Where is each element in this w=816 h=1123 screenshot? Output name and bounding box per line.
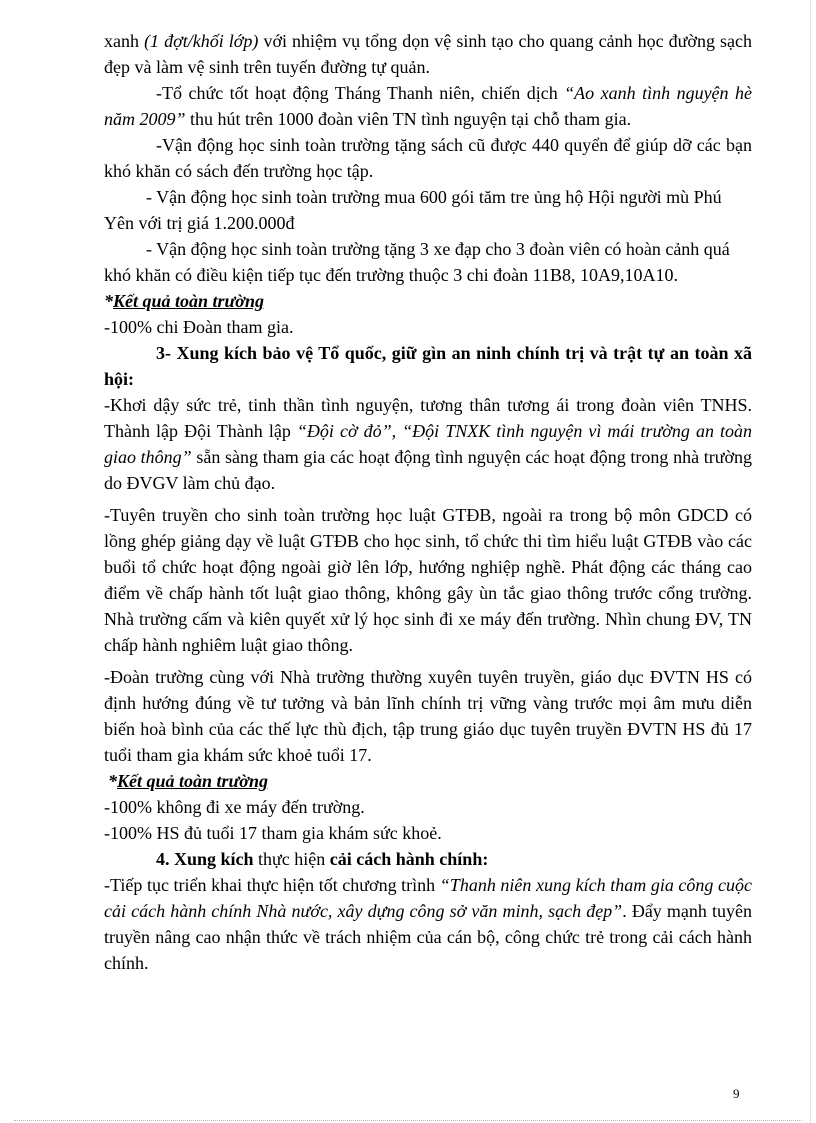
section-heading-3: 3- Xung kích bảo vệ Tổ quốc, giữ gìn an ninh chính trị và trật tự an toàn xã hội: xyxy=(104,343,752,389)
page-edge-guide xyxy=(810,0,811,1123)
page-number: 9 xyxy=(733,1086,740,1101)
footer-divider xyxy=(14,1120,802,1121)
paragraph-youth-month: -Tổ chức tốt hoạt động Tháng Thanh niên, chiến dịch “Ao xanh tình nguyện hè năm 2009” thu hút trên 1000 đoàn viên TN tình nguyện tại chỗ tham gia. xyxy=(104,83,753,129)
paragraph-cleanup-campaign: xanh (1 đợt/khối lớp) với nhiệm vụ tổng dọn vệ sinh tạo cho quang cảnh học đường sạch đẹp và làm vệ sinh trên tuyến đường tự quản. xyxy=(104,31,752,77)
paragraph-admin-reform: -Tiếp tục triển khai thực hiện tốt chương trình “Thanh niên xung kích tham gia công cuộc cải cách hành chính Nhà nước, xây dựng công sở văn minh, sạch đẹp”. Đẩy mạnh tuyên truyền nâng cao nhận thức về trách nhiệm của cán bộ, công chức trẻ trong cải cách hành chính. xyxy=(104,875,753,973)
result-heading-2: *Kết quả toàn trường xyxy=(108,771,268,791)
result-line-2a: -100% không đi xe máy đến trường. xyxy=(104,797,365,817)
result-line-1: -100% chi Đoàn tham gia. xyxy=(104,317,294,337)
paragraph-traffic-law: -Tuyên truyền cho sinh toàn trường học luật GTĐB, ngoài ra trong bộ môn GDCD có lồng ghép giảng dạy về luật GTĐB cho học sinh, tổ chức thi tìm hiểu luật GTĐB vào các buổi tổ chức hoạt động ngoài giờ lên lớp, hướng nghiệp nghề. Phát động các tháng cao điểm về chấp hành tốt luật giao thông, không gây ùn tắc giao thông trước cổng trường. Nhà trường cấm và kiên quyết xử lý học sinh đi xe máy đến trường. Nhìn chung ĐV, TN chấp hành nghiêm luật giao thông. xyxy=(104,505,752,655)
paragraph-political-education: -Đoàn trường cùng với Nhà trường thường xuyên tuyên truyền, giáo dục ĐVTN HS có định hướng đúng về tư tưởng và bản lĩnh chính trị vững vàng trước mọi âm mưu diễn biến hoà bình của các thế lực thù địch, tập trung giáo dục tuyên truyền ĐVTN HS đủ 17 tuổi tham gia khám sức khoẻ tuổi 17. xyxy=(104,667,752,765)
result-line-2b: -100% HS đủ tuổi 17 tham gia khám sức khoẻ. xyxy=(104,823,442,843)
paragraph-book-donation: -Vận động học sinh toàn trường tặng sách cũ được 440 quyển để giúp dỡ các bạn khó khăn có sách đến trường học tập. xyxy=(104,135,752,181)
result-heading-1: *Kết quả toàn trường xyxy=(104,291,264,311)
paragraph-bicycle-donation: - Vận động học sinh toàn trường tặng 3 xe đạp cho 3 đoàn viên có hoàn cảnh quá khó khăn có điều kiện tiếp tục đến trường thuộc 3 chi đoàn 11B8, 10A9,10A10. xyxy=(104,239,730,285)
section-heading-4: 4. Xung kích thực hiện cải cách hành chính: xyxy=(156,849,489,869)
paragraph-volunteer-spirit: -Khơi dậy sức trẻ, tinh thần tình nguyện, tương thân tương ái trong đoàn viên TNHS. Thành lập Đội Thành lập “Đội cờ đỏ”, “Đội TNXK tình nguyện vì mái trường an toàn giao thông” sẵn sàng tham gia các hoạt động tình nguyện các hoạt động trong nhà trường do ĐVGV làm chủ đạo. xyxy=(104,395,753,493)
document-body xyxy=(104,28,752,976)
paragraph-toothpick-support: - Vận động học sinh toàn trường mua 600 gói tăm tre ủng hộ Hội người mù Phú Yên với trị giá 1.200.000đ xyxy=(104,187,722,233)
